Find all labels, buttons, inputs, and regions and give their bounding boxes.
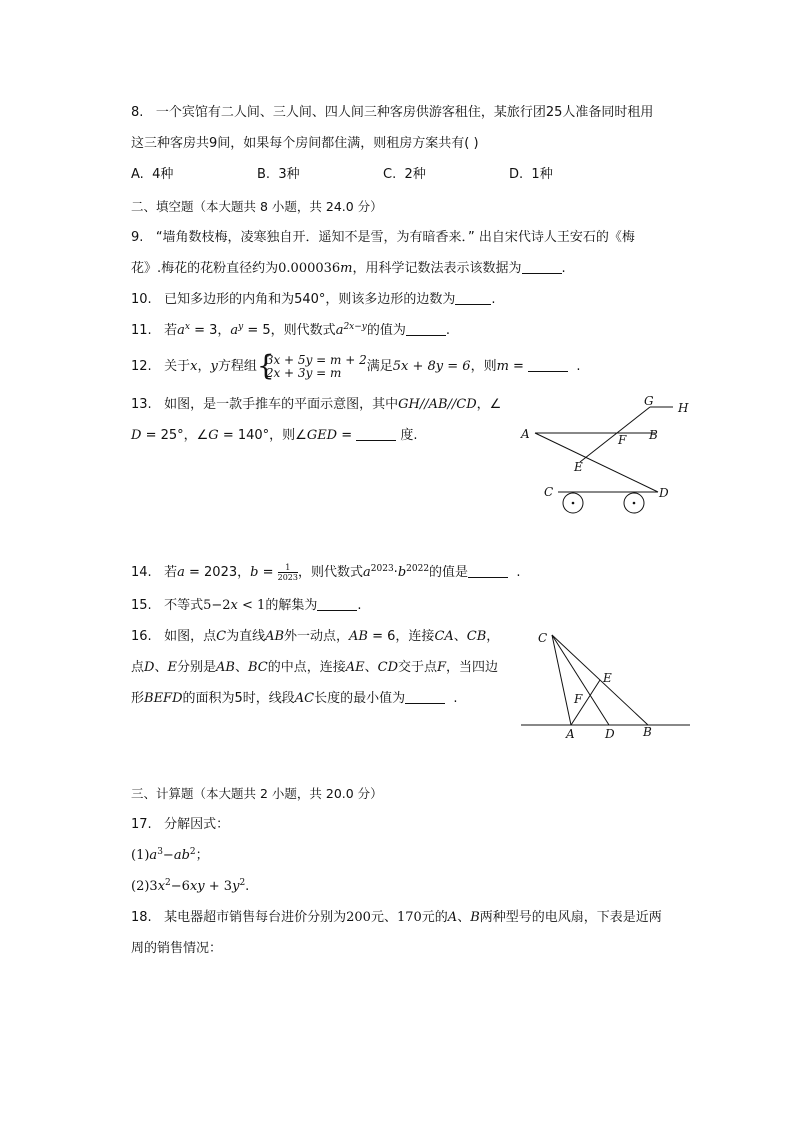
q11-y: y: [238, 322, 244, 332]
q14-fraction: [278, 563, 298, 582]
q14-dot: ·: [393, 565, 398, 580]
q10-text: 已知多边形的内角和为540°，则该多边形的边数为: [164, 292, 456, 307]
q14-tail: .: [516, 565, 521, 580]
q17-part2: [131, 878, 249, 896]
q18-line1: [131, 909, 662, 927]
q13-line2: [131, 427, 418, 445]
q13-line1: [131, 396, 501, 414]
q17-p2-xy: xy: [189, 879, 205, 894]
q12-x: x: [190, 359, 198, 374]
q14-beq: =: [258, 565, 278, 580]
q10-number: 10.: [131, 292, 152, 307]
q16-u3: 、: [154, 660, 168, 675]
q16-v5: 长度的最小值为: [314, 691, 406, 706]
q13-label-b: B: [649, 428, 658, 442]
q16-v3: 的面积为5时，线段: [182, 691, 295, 706]
q17-p1-ab: ab: [173, 848, 190, 863]
q16-v4: AC: [294, 691, 315, 706]
q16-t9: 、: [453, 629, 467, 644]
q16-u9: 的中点，连接: [267, 660, 346, 675]
q14-post: 的值是: [429, 565, 469, 580]
q12-number: 12.: [131, 359, 152, 374]
q18-line2: [131, 940, 222, 958]
q17-p1-a: a: [149, 848, 158, 863]
q18-v1: 200: [346, 910, 371, 925]
q17-p2-e: 2: [165, 878, 171, 888]
q10-tail: .: [491, 292, 496, 307]
q8-option-a-label: A.: [131, 167, 144, 182]
q14-line: [131, 562, 520, 584]
q9-text-line2a: 花》.梅花的花粉直径约为: [131, 261, 279, 276]
q12-eqs: =: [508, 359, 529, 374]
q8-option-b-text: 3种: [278, 167, 300, 182]
q16-tail: .: [453, 691, 458, 706]
q17-p1-e: 3: [157, 847, 163, 857]
q16-line2: [131, 659, 498, 677]
q16-v1: 形: [131, 691, 145, 706]
q16-v2: BEFD: [144, 691, 183, 706]
q8-option-b[interactable]: [257, 166, 300, 184]
q16-u11: 、: [364, 660, 378, 675]
q16-t4: AB: [265, 629, 285, 644]
q17-p1-idx: (1): [131, 848, 150, 863]
q8-option-c-text: 2种: [404, 167, 426, 182]
q11-tail: .: [445, 323, 451, 338]
q17-p2-end: .: [245, 879, 250, 894]
q16-u12: CD: [377, 660, 398, 675]
q8-number: 8.: [131, 105, 144, 120]
q16-label-f: F: [574, 692, 583, 706]
q12-tail: .: [576, 359, 581, 374]
q14-answer-blank[interactable]: [468, 564, 508, 578]
q16-u1: 点: [131, 660, 145, 675]
q16-u8: BC: [247, 660, 268, 675]
q12-cond: 5x + 8y = 6: [392, 359, 471, 374]
q15-tail: .: [357, 598, 362, 613]
q8-option-c-label: C.: [383, 167, 397, 182]
q16-t5: 外一动点，: [284, 629, 350, 644]
q18-number: 18.: [131, 910, 152, 925]
q11-line: [131, 322, 450, 340]
q14-num: 1: [278, 563, 298, 573]
q8-option-a[interactable]: [131, 166, 173, 184]
q18-a: A: [447, 910, 458, 925]
q14-a: a: [177, 565, 185, 580]
q8-option-a-text: 4种: [152, 167, 174, 182]
q8-option-c[interactable]: [383, 166, 426, 184]
q10-line: [131, 291, 496, 309]
q15-line: [131, 597, 361, 615]
q9-unit: m: [340, 261, 353, 276]
q14-e2: 2022: [406, 564, 430, 574]
q14-pre: 若: [164, 565, 178, 580]
q17-p2-idx: (2): [131, 879, 150, 894]
q8-line2: [131, 135, 479, 153]
q16-u15: ，当四边: [446, 660, 499, 675]
q13-label-e: E: [574, 460, 583, 474]
q13-text-a: 如图，是一款手推车的平面示意图，其中: [164, 397, 399, 412]
q14-aval: = 2023，: [184, 565, 251, 580]
q13-cart-diagram: [518, 392, 698, 522]
q14-number: 14.: [131, 565, 152, 580]
q16-u10: AE: [345, 660, 365, 675]
q16-t2: C: [216, 629, 227, 644]
q11-a2: a: [335, 323, 344, 338]
q17-line: [131, 816, 229, 834]
q13-g-val: = 140°，则∠: [218, 428, 307, 443]
q18-t1: 某电器超市销售每台进价分别为: [164, 910, 347, 925]
q9-answer-blank[interactable]: [522, 260, 562, 274]
q12-cond-post: ，则: [470, 359, 497, 374]
q9-value: 0.000036: [278, 261, 341, 276]
q16-triangle-diagram: [518, 625, 698, 745]
q13-label-h: H: [678, 401, 689, 415]
q16-u4: E: [167, 660, 177, 675]
q8-option-d[interactable]: [509, 166, 553, 184]
q16-number: 16.: [131, 629, 152, 644]
q18-u1: 元、: [370, 910, 397, 925]
q8-option-b-label: B.: [257, 167, 271, 182]
q12-mid: 方程组: [217, 359, 257, 374]
q15-rest: < 1: [237, 598, 266, 613]
q9-line2: [131, 260, 566, 278]
q10-answer-blank[interactable]: [455, 291, 491, 305]
q15-x: x: [230, 598, 238, 613]
q14-mid: ，则代数式: [297, 565, 363, 580]
q17-number: 17.: [131, 817, 152, 832]
q15-pre: 不等式: [164, 598, 204, 613]
q13-answer-blank[interactable]: [356, 427, 396, 441]
q13-ged: GED: [306, 428, 338, 443]
q16-label-d: D: [605, 727, 615, 741]
q14-e1: 2023: [370, 564, 394, 574]
q12-m: m: [496, 359, 509, 374]
q17-p2-mid: −6: [170, 879, 190, 894]
q14-a2: a: [363, 565, 371, 580]
q8-option-d-text: 1种: [531, 167, 553, 182]
q16-u7: 、: [234, 660, 248, 675]
q16-u14: F: [437, 660, 447, 675]
q13-d: D: [131, 428, 142, 443]
q16-t7: = 6，连接: [368, 629, 435, 644]
q17-p1-minus: −: [162, 848, 174, 863]
q17-text: 分解因式：: [164, 817, 230, 832]
q18-b: B: [470, 910, 480, 925]
q11-ay: a: [230, 323, 239, 338]
q16-t1: 如图，点: [164, 629, 217, 644]
q17-p1-end: ；: [195, 848, 209, 863]
q16-line3: [131, 690, 458, 708]
q11-eq3: = 3，: [189, 323, 231, 338]
q9-line1: [131, 229, 635, 247]
q13-label-a: A: [521, 427, 530, 441]
q11-answer-blank[interactable]: [406, 322, 446, 336]
q15-post: 的解集为: [265, 598, 318, 613]
q11-pre: 若: [164, 323, 178, 338]
q13-label-f: F: [618, 433, 627, 447]
q14-b: b: [250, 565, 259, 580]
q12-y: y: [210, 359, 218, 374]
q13-label-d: D: [659, 486, 669, 500]
q16-line1: [131, 628, 499, 646]
q16-t8: CA: [434, 629, 454, 644]
q16-u6: AB: [215, 660, 235, 675]
q17-p2-y: y: [232, 879, 240, 894]
q9-text-line1: “墙角数枝梅，凌寒独自开．遥知不是雪，为有暗香来．” 出自宋代诗人王安石的《梅: [155, 230, 635, 245]
q12-cond-pre: 满足: [366, 359, 393, 374]
q12-pre: 关于: [164, 359, 191, 374]
q9-text-line2b: ，用科学记数法表示该数据为: [352, 261, 522, 276]
q13-g: G: [208, 428, 219, 443]
q13-parallel: GH//AB//CD: [398, 397, 477, 412]
q17-p2-e2: 2: [239, 878, 246, 888]
q17-p2-c1: 3: [149, 879, 158, 894]
q16-answer-blank[interactable]: [405, 690, 445, 704]
q16-label-a: A: [566, 727, 575, 741]
q18-u2: 元的: [421, 910, 448, 925]
q11-post: 的值为: [366, 323, 406, 338]
q13-label-g: G: [644, 394, 654, 408]
q16-label-e: E: [603, 671, 612, 685]
q15-expr: 5−2: [203, 598, 231, 613]
q18-t2: 两种型号的电风扇，下表是近两: [479, 910, 662, 925]
q16-u5: 分别是: [176, 660, 216, 675]
q8-line1: [131, 104, 653, 122]
q12-line: [131, 348, 581, 382]
q13-number: 13.: [131, 397, 152, 412]
q13-text-c: ，∠: [476, 397, 502, 412]
q13-d-val: = 25°，∠: [141, 428, 209, 443]
q12-eq2: 2x + 3y = m: [265, 365, 342, 380]
q16-u2: D: [144, 660, 155, 675]
q11-x: x: [184, 322, 190, 332]
q11-a: a: [177, 323, 185, 338]
q9-number: 9.: [131, 230, 144, 245]
section-3-heading: 三、计算题（本大题共 2 小题，共 20.0 分）: [131, 786, 383, 801]
section-2-heading: 二、填空题（本大题共 8 小题，共 24.0 分）: [131, 199, 383, 214]
q13-eq: =: [337, 428, 357, 443]
q17-part1: [131, 847, 209, 865]
q16-t10: CB: [466, 629, 487, 644]
q12-sep: ，: [197, 359, 211, 374]
q16-label-b: B: [643, 725, 652, 739]
q16-label-c: C: [538, 631, 548, 645]
q17-p2-x: x: [157, 879, 166, 894]
q13-label-c: C: [544, 485, 554, 499]
q16-t11: ，: [486, 629, 500, 644]
q14-b2: b: [397, 565, 407, 580]
q16-u13: 交于点: [398, 660, 438, 675]
q14-den: 2023: [277, 573, 298, 582]
q18-sep: 、: [457, 910, 471, 925]
q12-equation-system: { 3x + 5y = m + 2 2x + 3y = m: [256, 348, 367, 382]
q15-answer-blank[interactable]: [317, 597, 357, 611]
q11-number: 11.: [131, 323, 152, 338]
q18-text-line2: 周的销售情况：: [131, 941, 223, 956]
q13-unit: 度.: [396, 428, 418, 443]
q8-option-d-label: D.: [509, 167, 524, 182]
q12-answer-blank[interactable]: [528, 358, 568, 372]
q12-eq1: 3x + 5y = m + 2: [265, 352, 367, 367]
q16-t3: 为直线: [226, 629, 266, 644]
q18-v2: 170: [396, 910, 422, 925]
q9-tail: .: [561, 261, 566, 276]
q11-eq5: = 5，则代数式: [243, 323, 336, 338]
q11-exp: 2x−y: [343, 322, 367, 332]
q8-text-line2: 这三种客房共9间，如果每个房间都住满，则租房方案共有( ): [131, 136, 479, 151]
q17-p1-e2: 2: [189, 847, 196, 857]
q16-t6: AB: [349, 629, 368, 644]
q15-number: 15.: [131, 598, 152, 613]
q17-p2-plus: + 3: [204, 879, 233, 894]
q8-text-line1: 一个宾馆有二人间、三人间、四人间三种客房供游客租住，某旅行团25人准备同时租用: [155, 105, 654, 120]
